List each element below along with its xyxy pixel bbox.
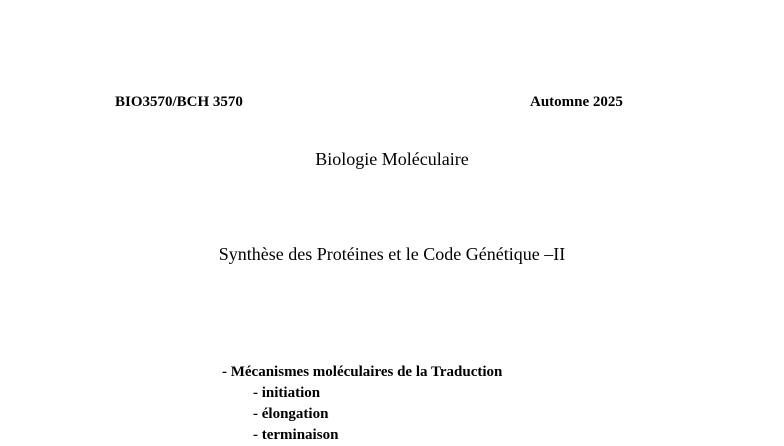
outline-sub-item-elongation: - élongation [253,406,329,422]
course-code: BIO3570/BCH 3570 [115,94,243,110]
term-label: Automne 2025 [530,94,623,110]
outline-sub-item-initiation: - initiation [253,385,321,401]
outline-main-item: - Mécanismes moléculaires de la Traduction [222,364,503,380]
outline-list [222,362,502,446]
course-title: Biologie Moléculaire [315,149,469,169]
outline-sub-item-termination: - terminaison [253,427,339,443]
lecture-title: Synthèse des Protéines et le Code Génétique –II [218,244,566,264]
